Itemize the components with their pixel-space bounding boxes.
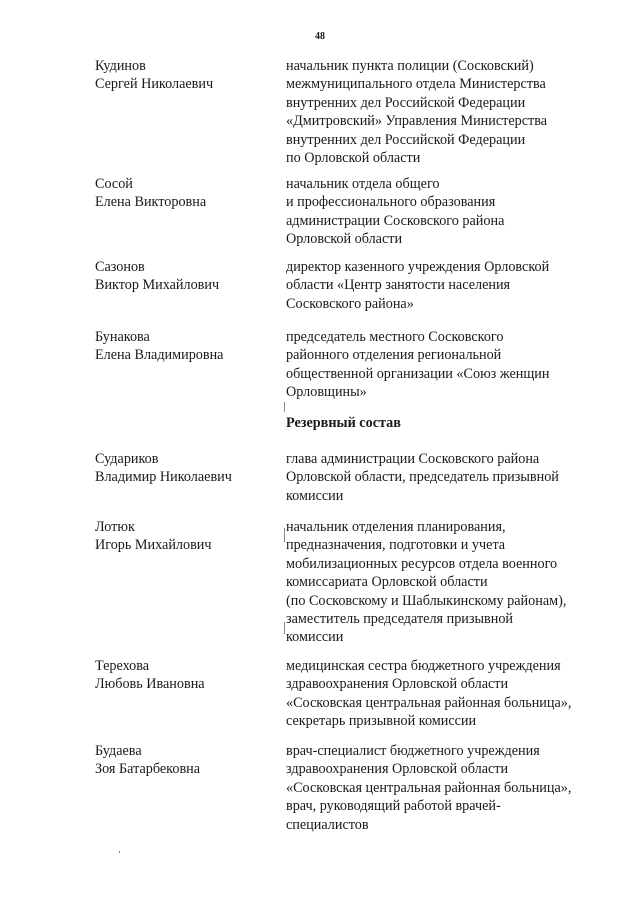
role-line: начальник отделения планирования, (286, 519, 506, 535)
member-role (286, 450, 616, 505)
role-line: председатель местного Сосковского (286, 329, 504, 345)
role-line: «Сосковская центральная районная больница», (286, 694, 572, 711)
role-line: «Сосковская центральная районная больница», (286, 779, 572, 796)
role-line: заместитель председателя призывной (286, 611, 513, 628)
member-role (286, 328, 616, 402)
member-name (95, 328, 270, 365)
role-line: районного отделения региональной (286, 347, 502, 364)
member-name (95, 742, 270, 779)
member-given-name: Сергей Николаевич (95, 76, 214, 93)
member-given-name: Виктор Михайлович (95, 277, 220, 294)
role-line: секретарь призывной комиссии (286, 713, 477, 730)
role-line: мобилизационных ресурсов отдела военного (286, 555, 558, 572)
member-role (286, 258, 616, 313)
role-line: комиссии (286, 629, 344, 646)
member-surname: Сосой (95, 176, 133, 192)
role-line: Сосковского района» (286, 295, 414, 312)
role-line: Орловской области (286, 231, 403, 248)
member-name (95, 657, 270, 694)
member-given-name: Игорь Михайлович (95, 537, 212, 554)
role-line: межмуниципального отдела Министерства (286, 76, 546, 93)
member-name (95, 175, 270, 212)
role-line: врач, руководящий работой врачей- (286, 798, 501, 815)
role-line: по Орловской области (286, 150, 421, 167)
member-surname: Терехова (95, 658, 150, 674)
role-line: администрации Сосковского района (286, 212, 505, 229)
scan-artifact (284, 402, 285, 412)
member-name (95, 518, 270, 555)
member-role (286, 657, 616, 731)
member-surname: Будаева (95, 743, 142, 759)
role-line: здравоохранения Орловской области (286, 676, 509, 693)
member-role (286, 57, 616, 167)
member-given-name: Владимир Николаевич (95, 469, 232, 486)
role-line: области «Центр занятости населения (286, 277, 511, 294)
scan-artifact (284, 528, 285, 542)
role-line: директор казенного учреждения Орловской (286, 259, 550, 275)
role-line: внутренних дел Российской Федерации (286, 131, 526, 148)
role-line: начальник пункта полиции (Сосковский) (286, 58, 534, 74)
member-role (286, 518, 616, 647)
scan-artifact (119, 851, 120, 853)
role-line: комиссариата Орловской области (286, 574, 488, 591)
role-line: специалистов (286, 816, 369, 833)
member-role (286, 175, 616, 249)
role-line: комиссии (286, 487, 344, 504)
role-line: общественной организации «Союз женщин (286, 365, 550, 382)
member-name (95, 450, 270, 487)
role-line: и профессионального образования (286, 194, 496, 211)
member-surname: Бунакова (95, 329, 150, 345)
role-line: начальник отдела общего (286, 176, 440, 192)
reserve-section-title: Резервный состав (286, 415, 401, 431)
member-surname: Кудинов (95, 58, 146, 74)
member-name (95, 258, 270, 295)
role-line: здравоохранения Орловской области (286, 761, 509, 778)
role-line: врач-специалист бюджетного учреждения (286, 743, 540, 759)
role-line: (по Сосковскому и Шаблыкинскому районам), (286, 592, 567, 609)
role-line: Орловской области, председатель призывной (286, 469, 559, 486)
role-line: «Дмитровский» Управления Министерства (286, 113, 548, 130)
member-name (95, 57, 270, 94)
role-line: внутренних дел Российской Федерации (286, 94, 526, 111)
role-line: Орловщины» (286, 384, 367, 401)
role-line: глава администрации Сосковского района (286, 451, 540, 467)
member-role (286, 742, 616, 834)
role-line: медицинская сестра бюджетного учреждения (286, 658, 561, 674)
role-line: предназначения, подготовки и учета (286, 537, 506, 554)
member-given-name: Елена Владимировна (95, 347, 224, 364)
member-given-name: Любовь Ивановна (95, 676, 205, 693)
member-surname: Судариков (95, 451, 159, 467)
member-surname: Сазонов (95, 259, 145, 275)
member-given-name: Елена Викторовна (95, 194, 207, 211)
member-surname: Лотюк (95, 519, 135, 535)
page-number: 48 (315, 31, 325, 42)
member-given-name: Зоя Батарбековна (95, 761, 201, 778)
scan-artifact (284, 622, 285, 634)
